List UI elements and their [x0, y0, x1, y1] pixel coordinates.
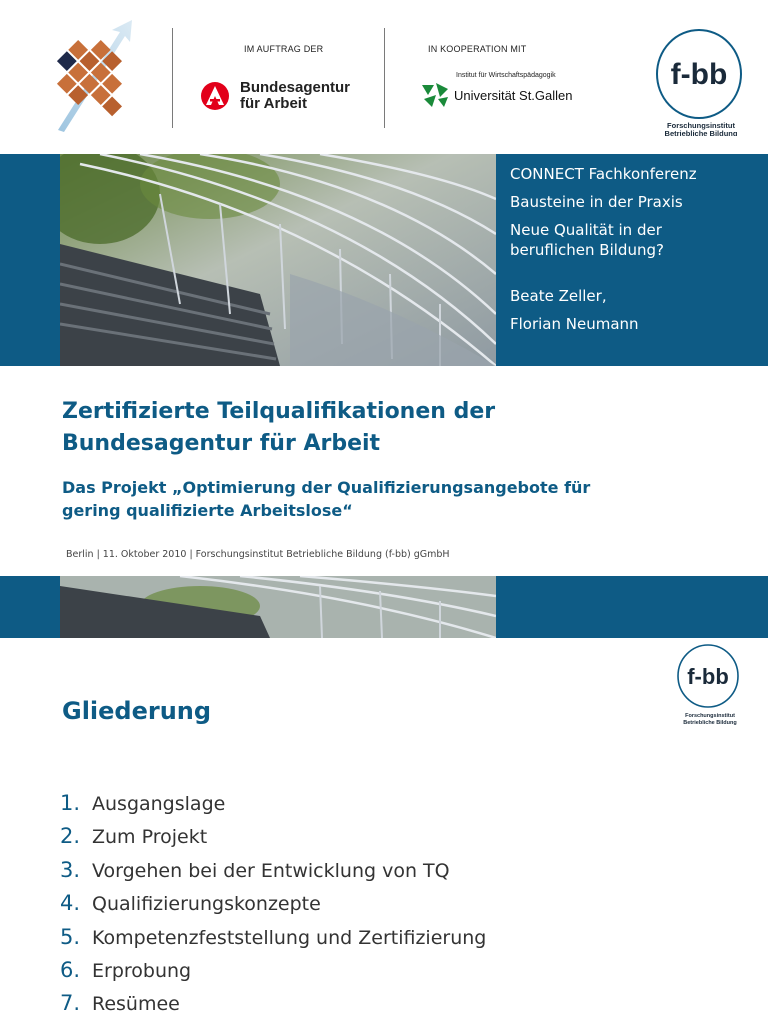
fbb-logo-small — [676, 644, 740, 726]
fbb-small-caption-line2: Betriebliche Bildung — [683, 720, 737, 726]
outline-item — [60, 958, 680, 991]
outline-number: 7. — [60, 991, 81, 1016]
fbb-logo — [655, 28, 743, 136]
fbb-logo-text: f-bb — [670, 58, 728, 91]
fbb-caption-line2: Betriebliche Bildung — [664, 129, 738, 136]
slide-subtitle-line1: Das Projekt „Optimierung der Qualifizierungsangebote für — [62, 478, 591, 497]
slide-title-line2: Bundesagentur für Arbeit — [62, 431, 381, 456]
outline-number: 1. — [60, 791, 81, 815]
outline-label: Qualifizierungskonzepte — [92, 893, 321, 916]
ba-logo-block — [200, 44, 370, 112]
outline-number: 2. — [60, 824, 81, 849]
outline-item — [60, 891, 680, 924]
kooperation-label: IN KOOPERATION MIT — [428, 44, 527, 54]
outline-label: Resümee — [92, 993, 180, 1016]
staircase-photo — [60, 154, 496, 366]
ba-logo-icon — [200, 81, 230, 111]
outline-number: 6. — [60, 957, 81, 982]
outline-label: Ausgangslage — [92, 793, 226, 815]
conference-info — [510, 164, 760, 334]
outline-item — [60, 858, 680, 891]
conference-question-line2: beruflichen Bildung? — [510, 241, 664, 259]
outline-number: 3. — [60, 857, 81, 882]
fbb-caption-line1: Forschungsinstitut — [667, 121, 735, 130]
fbb-logo-mark — [655, 28, 743, 136]
slide-title — [62, 396, 742, 460]
divider — [172, 28, 173, 128]
auftrag-label: IM AUFTRAG DER — [244, 44, 324, 54]
outline-label: Kompetenzfeststellung und Zertifizierung — [92, 926, 487, 949]
connect-logo — [48, 20, 138, 132]
slide-header — [0, 0, 768, 152]
conference-name: CONNECT Fachkonferenz — [510, 165, 697, 183]
ba-name-line1: Bundesagentur — [240, 79, 351, 96]
divider — [384, 28, 385, 128]
outline-item — [60, 824, 680, 857]
fbb-small-caption-line1: Forschungsinstitut — [685, 713, 735, 719]
slide-subtitle — [62, 476, 742, 522]
fbb-logo-small-text: f-bb — [687, 664, 729, 689]
slide-title-line1: Zertifizierte Teilqualifikationen der — [62, 399, 496, 424]
outline-label: Erprobung — [92, 959, 192, 982]
usg-logo-block — [420, 44, 590, 109]
outline-label: Zum Projekt — [92, 826, 208, 849]
staircase-photo-strip — [60, 576, 496, 638]
ba-name — [240, 80, 350, 112]
outline-label: Vorgehen bei der Entwicklung von TQ — [92, 859, 450, 882]
ba-name-line2: für Arbeit — [240, 95, 307, 112]
event-footer: Berlin | 11. Oktober 2010 | Forschungsinstitut Betriebliche Bildung (f-bb) gGmbH — [66, 549, 450, 560]
usg-logo-icon — [420, 81, 450, 109]
outline-title: Gliederung — [62, 697, 212, 725]
author-1: Beate Zeller, — [510, 287, 607, 305]
conference-question-line1: Neue Qualität in der — [510, 221, 662, 239]
conference-topic: Bausteine in der Praxis — [510, 193, 683, 211]
usg-institute: Institut für Wirtschaftspädagogik — [456, 72, 556, 79]
outline-item — [60, 925, 680, 958]
outline-number: 5. — [60, 924, 81, 949]
outline-item — [60, 791, 680, 824]
slide-subtitle-line2: gering qualifizierte Arbeitslose“ — [62, 501, 353, 520]
outline-list — [60, 791, 680, 1024]
usg-name: Universität St.Gallen — [454, 87, 573, 103]
outline-number: 4. — [60, 891, 81, 916]
outline-item — [60, 991, 680, 1024]
author-2: Florian Neumann — [510, 315, 639, 333]
